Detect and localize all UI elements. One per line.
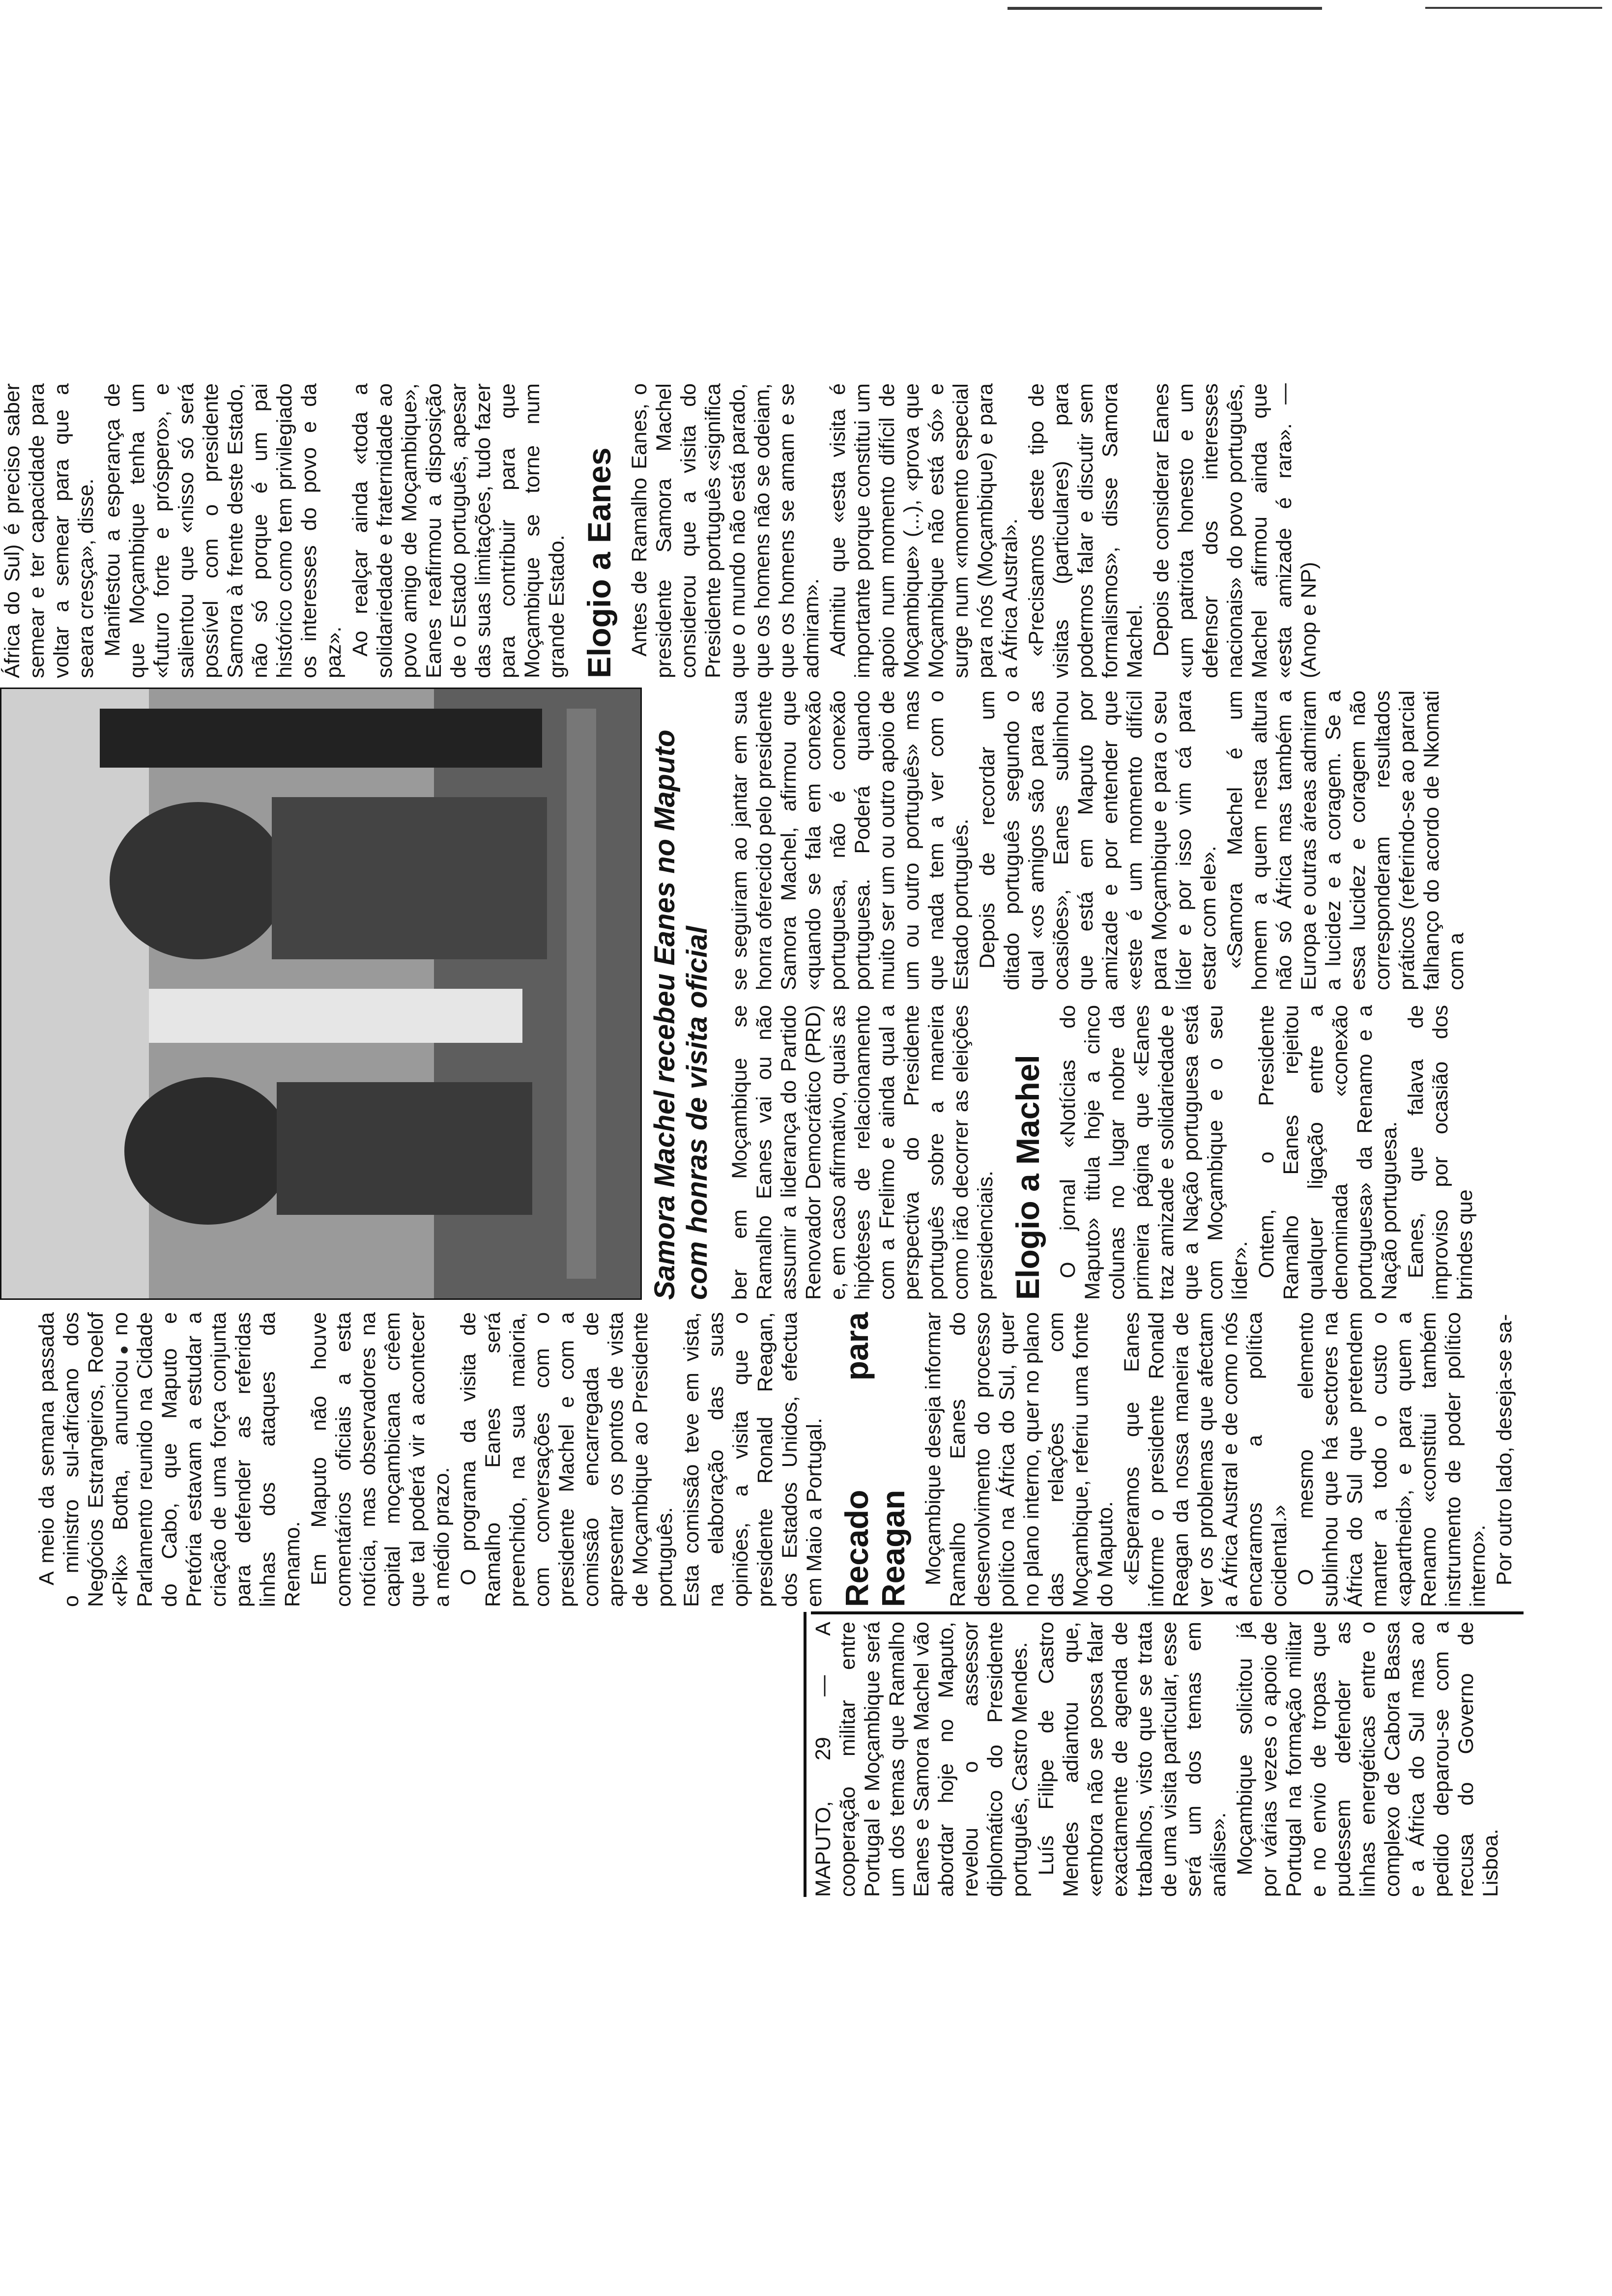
article-column-4 xyxy=(727,690,1470,990)
paragraph: Moçambique deseja informar Ramalho Eanes do desenvolvimento do processo político na África do Sul, quer no plano interno, quer no plano das relações com Moçambique, referiu uma fonte do Maputo. xyxy=(921,1312,1117,1607)
article-column-5 xyxy=(0,383,1323,678)
photo-caption: Samora Machel recebeu Eanes no Maputo com honras de visita oficial xyxy=(649,729,713,1300)
paragraph: Depois de recordar um ditado português segundo o qual «os amigos são para as ocasiões», Eanes sublinhou que está em Maputo por amizade e por entender que «este é um momento difícil para Moçambique e para o seu líder e por isso vim cá para estar com ele». xyxy=(976,690,1220,990)
article-column-2 xyxy=(34,1312,1519,1607)
column-rule xyxy=(804,1612,806,1897)
paragraph: Manifestou a esperança de que Moçambique tenha um «futuro forte e próspero», e salientou que «nisso só será possível com o presidente Samora à frente deste Estado, não só porque é um pai histórico como tem privilegiado os interesses do povo e da paz». xyxy=(101,383,345,678)
paragraph: Depois de considerar Eanes «um patriota honesto e um defensor dos interesses nacionais» do povo português, Machel afirmou ainda que «esta amizade é rara». — (Anop e NP) xyxy=(1150,383,1321,678)
section-heading: Recado para Reagan xyxy=(838,1312,911,1607)
paragraph: Admitiu que «esta visita é importante porque constitui um apoio num momento difícil de Moçambique» (...), «prova que Moçambique não está só» e surge num «momento especial para nós (Moçambique) e para a África Austral». xyxy=(826,383,1022,678)
paragraph: Moçambique solicitou já por várias vezes o apoio de Portugal na formação militar e no envio de tropas que pudessem defender as linhas energéticas entre o complexo de Cabora Bassa e a África do Sul mas ao pedido deparou-se com a recusa do Governo de Lisboa. xyxy=(1233,1622,1502,1897)
paragraph: «Esperamos que Eanes informe o presidente Ronald Reagan da nossa maneira de ver os problemas que afectam a África Austral e de como nós encaramos a política ocidental.» xyxy=(1120,1312,1291,1607)
news-photo xyxy=(0,688,642,1300)
paragraph: ber em Moçambique se Ramalho Eanes vai ou não assumir a liderança do Partido Renovador Democrático (PRD) e, em caso afirmativo, quais as hipóteses de relacionamento com a Frelimo e ainda qual a perspectiva do Presidente português sobre a maneira como irão decorrer as eleições presidenciais. xyxy=(728,1005,997,1300)
article-column-1 xyxy=(811,1622,1505,1897)
paragraph: Por outro lado, deseja-se sa- xyxy=(1493,1314,1516,1585)
column-rule xyxy=(811,1611,1524,1614)
article-column-3 xyxy=(727,1005,1479,1300)
paragraph: Ao realçar ainda «toda a solidariedade e fraternidade ao povo amigo de Moçambique», Eanes reafirmou a disposição de o Estado português, apesar das suas limitações, tudo fazer para contribuir para que Moçambique se torne num grande Estado. xyxy=(348,383,569,678)
paragraph: Eanes, que falava de improviso por ocasião dos brindes que xyxy=(1404,1005,1477,1300)
paragraph: Em Maputo não houve comentários oficiais a esta notícia, mas observadores na capital moçambicana crêem que tal poderá vir a acontecer a médio prazo. xyxy=(307,1312,454,1607)
paragraph: O jornal «Notícias do Maputo» titula hoje a cinco colunas no lugar nobre da primeira página que «Eanes traz amizade e solidariedade e que a Nação portuguesa está com Moçambique e o seu líder». xyxy=(1056,1005,1252,1300)
paragraph: «Precisamos deste tipo de visitas (particulares) para podermos falar e discutir sem formalismos», disse Samora Machel. xyxy=(1025,383,1147,678)
paragraph: O programa da visita de Ramalho Eanes será preenchido, na sua maioria, com conversações com o presidente Machel e com a comissão encarregada de apresentar os pontos de vista de Moçambique ao Presidente português. xyxy=(457,1312,677,1607)
paragraph: se seguiram ao jantar em sua honra oferecido pelo presidente Samora Machel, afirmou que «quando se fala em conexão portuguesa, não é conexão portuguesa. Poderá quando muito ser um ou outro apoio de um ou outro português» mas que nada tem a ver com o Estado português. xyxy=(728,690,973,990)
paragraph: Ontem, o Presidente Ramalho Eanes rejeitou qualquer ligação entre a denominada «conexão portuguesa» da Renamo e a Nação portuguesa. xyxy=(1255,1005,1401,1300)
paragraph: O mesmo elemento sublinhou que há sectores na África do Sul que pretendem manter a todo o custo o «apartheid», e para quem a Renamo «constitui também instrumento de poder político interno». xyxy=(1294,1312,1490,1607)
paragraph: MAPUTO, 29 — A cooperação militar entre Portugal e Moçambique será um dos temas que Ramalho Eanes e Samora Machel vão abordar hoje no Maputo, revelou o assessor diplomático do Presidente português, Castro Mendes. xyxy=(811,1622,1032,1897)
paragraph: «Samora Machel é um homem a quem nesta altura não só África mas também a Europa e outras áreas admiram a lucidez e a coragem. Se a essa lucidez e coragem não corresponderam resultados práticos (referindo-se ao parcial falhanço do acordo de Nkomati com a xyxy=(1223,690,1468,990)
scan-edge-top-right xyxy=(1425,7,1602,9)
scan-edge-top-left xyxy=(1008,7,1322,10)
newspaper-clipping xyxy=(0,373,1516,1897)
paragraph: África do Sul) é preciso saber semear e ter capacidade para voltar a semear para que a seara cresça», disse. xyxy=(0,383,98,678)
section-heading: Elogio a Eanes xyxy=(581,447,617,678)
paragraph: Antes de Ramalho Eanes, o presidente Samora Machel considerou que a visita do Presidente português «significa que o mundo não está parado, que os homens não se odeiam, que os homens se amam e se admiram». xyxy=(628,383,823,678)
section-heading: Elogio a Machel xyxy=(1009,1055,1046,1300)
paragraph: A meio da semana passada o ministro sul-africano dos Negócios Estrangeiros, Roelof «Pik» Botha, anunciou no Parlamento reunido na Cidade do Cabo, que Maputo e Pretória estavam a estudar a criação de uma força conjunta para defender as referidas linhas dos ataques da Renamo. xyxy=(35,1312,304,1607)
photo-image xyxy=(1,689,640,1298)
paragraph: Esta comissão teve em vista, na elaboração das suas opiniões, a visita que o presidente Ronald Reagan, dos Estados Unidos, efectua em Maio a Portugal. xyxy=(680,1312,826,1607)
paragraph: Luís Filipe de Castro Mendes adiantou que, «embora não se possa falar exactamente de agenda de trabalhos, visto que se trata de uma visita particular, esse será um dos temas em análise». xyxy=(1035,1622,1230,1897)
